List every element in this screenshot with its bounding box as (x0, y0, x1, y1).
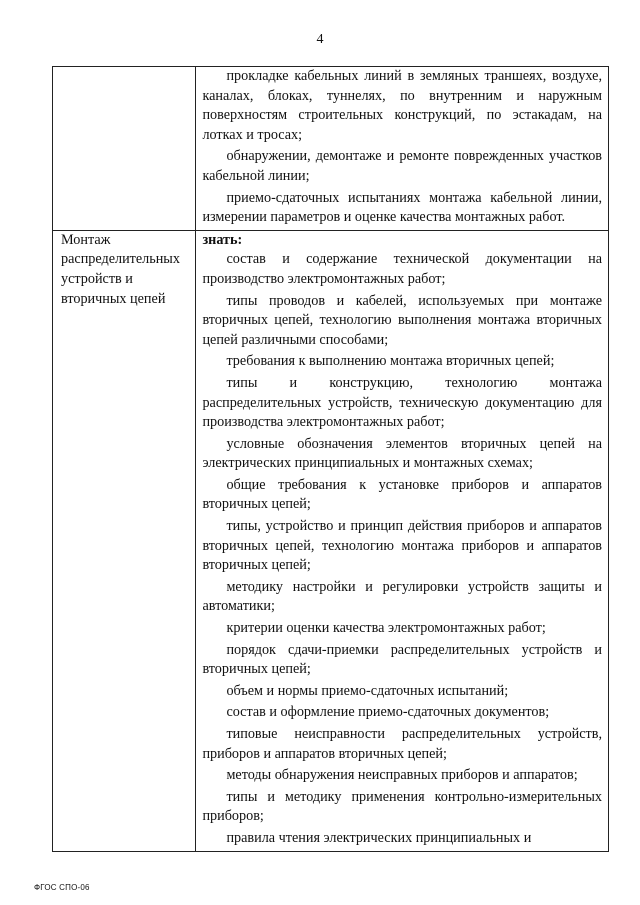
content-paragraph: типы проводов и кабелей, используемых при монтаже вторичных цепей, технологию выполнения монтажа вторичных цепей различными способами; (202, 292, 602, 348)
content-paragraph: порядок сдачи-приемки распределительных устройств и вторичных цепей; (202, 641, 602, 678)
footer-code: ФГОС СПО-06 (34, 883, 90, 892)
content-paragraph: методику настройки и регулировки устройств защиты и автоматики; (202, 578, 602, 615)
content-paragraph: состав и содержание технической документации на производство электромонтажных работ; (202, 251, 602, 287)
content-paragraph: приемо-сдаточных испытаниях монтажа кабельной линии, измерении параметров и оценке качества монтажных работ. (202, 189, 602, 226)
content-paragraph: типы и конструкцию, технологию монтажа распределительных устройств, техническую документацию для производства электромонтажных работ; (202, 374, 602, 431)
row-title-cell (53, 230, 196, 851)
content-paragraph: методы обнаружения неисправных приборов и аппаратов; (226, 767, 578, 784)
row-content-cell (196, 67, 609, 231)
row-content-cell (196, 230, 609, 851)
content-paragraph: типовые неисправности распределительных устройств, приборов и аппаратов вторичных цепей; (202, 726, 602, 762)
section-heading-know: знать: (202, 231, 243, 248)
content-paragraph: типы и методику применения контрольно-измерительных приборов; (202, 788, 602, 825)
content-paragraph: критерии оценки качества электромонтажных работ; (226, 620, 546, 637)
table-row (53, 67, 609, 231)
content-paragraph: состав и оформление приемо-сдаточных документов; (226, 704, 550, 721)
content-paragraph: правила чтения электрических принципиальных и (226, 829, 532, 846)
page-number: 4 (316, 32, 324, 47)
content-paragraph: объем и нормы приемо-сдаточных испытаний; (226, 682, 509, 699)
row-title: Монтаж распределительных устройств и вторичных цепей (61, 231, 180, 307)
content-paragraph: обнаружении, демонтаже и ремонте поврежденных участков кабельной линии; (202, 148, 602, 184)
content-paragraph: прокладке кабельных линий в земляных траншеях, воздухе, каналах, блоках, туннелях, по внутренним и наружным поверхностям строительных конструкций, по эстакадам, на лотках и тросах; (202, 68, 602, 143)
table-row (53, 230, 609, 851)
row-title-cell (53, 67, 196, 231)
content-paragraph: требования к выполнению монтажа вторичных цепей; (226, 353, 555, 370)
competency-table (52, 66, 609, 852)
content-paragraph: типы, устройство и принцип действия приборов и аппаратов вторичных цепей, технологию монтажа приборов и аппаратов вторичных цепей; (202, 518, 602, 574)
content-paragraph: общие требования к установке приборов и аппаратов вторичных цепей; (202, 476, 602, 513)
content-paragraph: условные обозначения элементов вторичных цепей на электрических принципиальных и монтажных схемах; (202, 435, 602, 472)
